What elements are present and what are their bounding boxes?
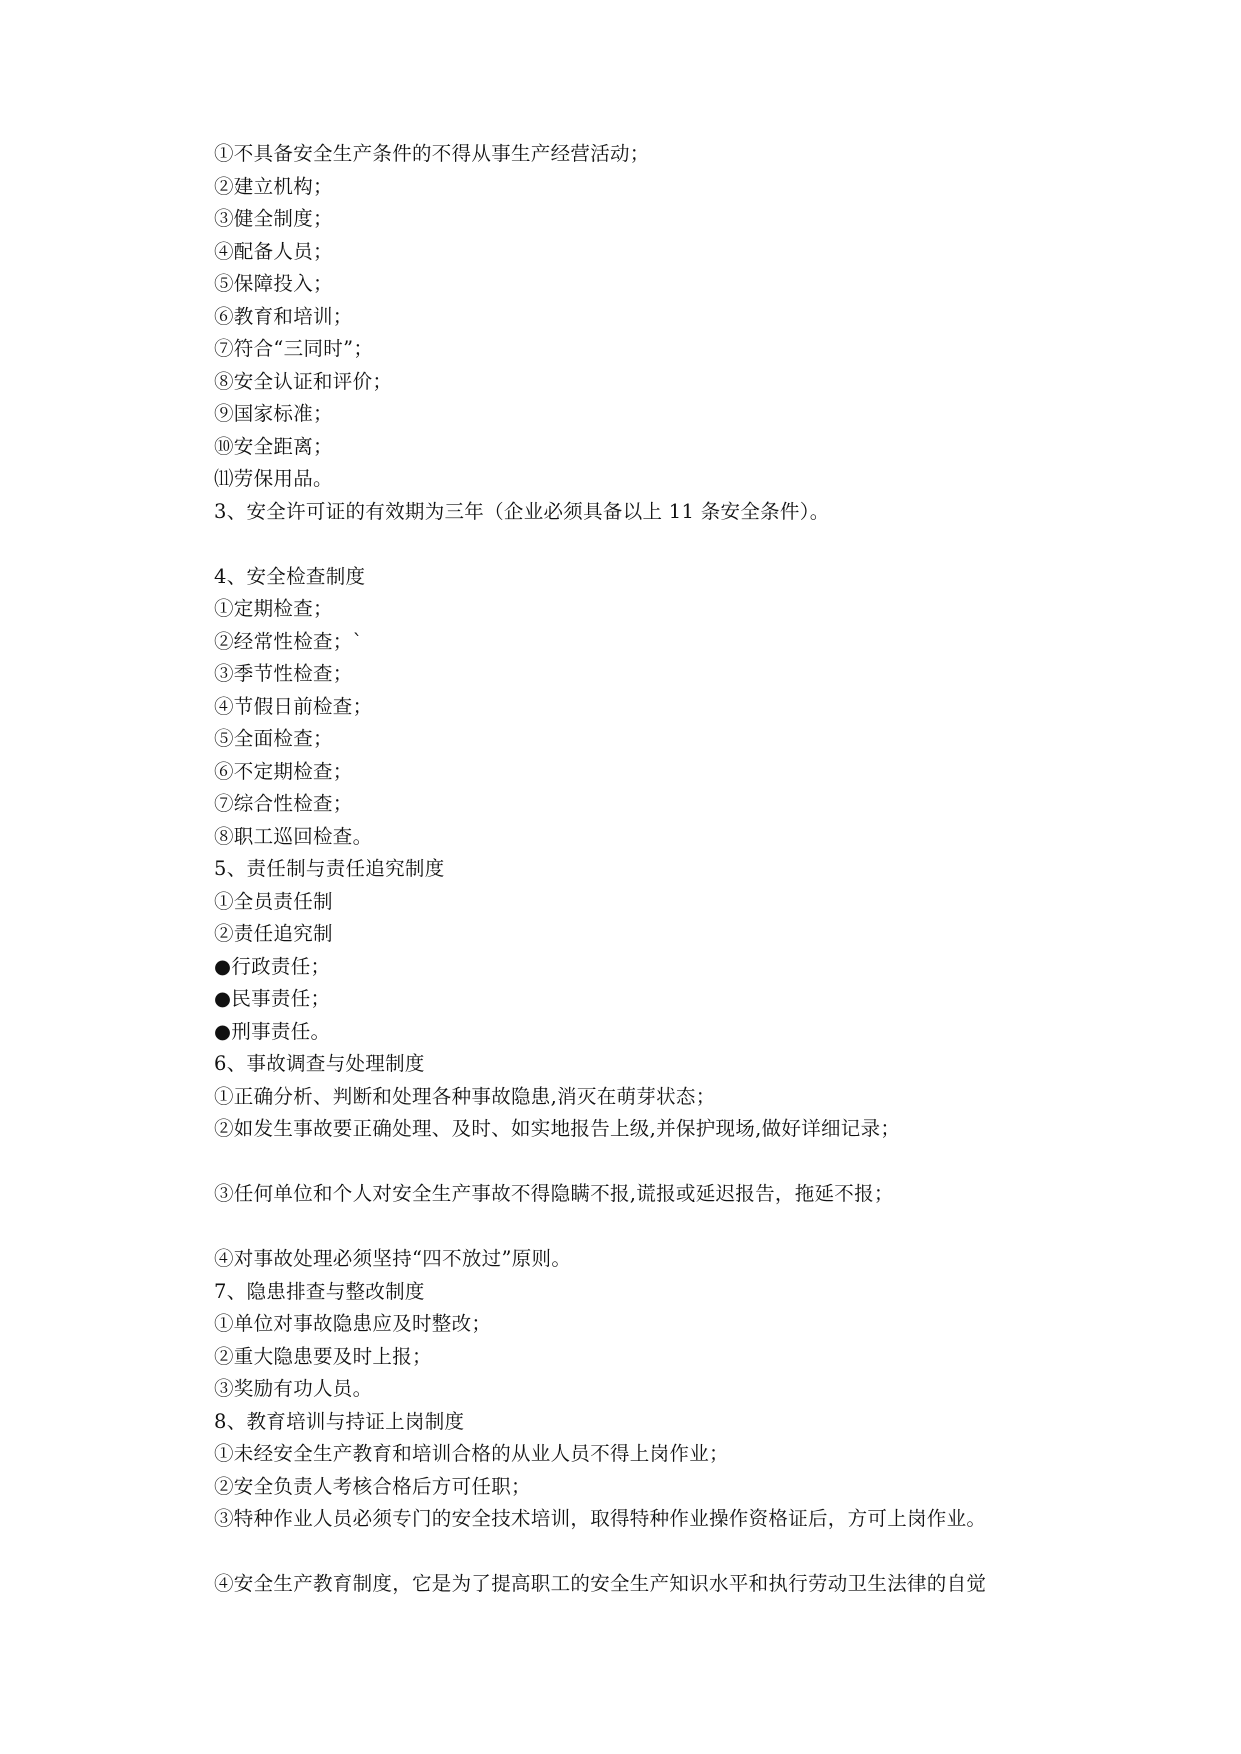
list-item: ③奖励有功人员。 — [214, 1377, 373, 1400]
list-item: ①定期检查； — [214, 597, 333, 620]
list-item: ③任何单位和个人对安全生产事故不得隐瞒不报,谎报或延迟报告，拖延不报； — [214, 1182, 894, 1205]
list-item: ②责任追究制 — [214, 922, 333, 945]
blank-line — [214, 1211, 1114, 1244]
list-item: ④安全生产教育制度，它是为了提高职工的安全生产知识水平和执行劳动卫生法律的自觉 — [214, 1572, 987, 1595]
list-item: ②如发生事故要正确处理、及时、如实地报告上级,并保护现场,做好详细记录； — [214, 1117, 901, 1140]
list-item: ①单位对事故隐患应及时整改； — [214, 1312, 492, 1335]
list-item: ③季节性检查； — [214, 662, 353, 685]
list-item: ③特种作业人员必须专门的安全技术培训，取得特种作业操作资格证后，方可上岗作业。 — [214, 1507, 987, 1530]
list-item: ②重大隐患要及时上报； — [214, 1344, 432, 1368]
list-item: ⑧职工巡回检查。 — [214, 824, 373, 848]
list-item: ①不具备安全生产条件的不得从事生产经营活动； — [214, 142, 650, 165]
list-item: ⑩安全距离； — [214, 434, 333, 458]
list-item: ③健全制度； — [214, 207, 333, 230]
blank-line — [214, 1146, 1114, 1179]
blank-line — [214, 1536, 1114, 1569]
list-item: ⑦符合“三同时”； — [214, 337, 374, 360]
list-item: ⑥教育和培训； — [214, 304, 353, 328]
paragraph: 3、安全许可证的有效期为三年（企业必须具备以上 11 条安全条件）。 — [214, 499, 830, 523]
list-item: ①全员责任制 — [214, 889, 333, 913]
list-item: ④节假日前检查； — [214, 694, 373, 718]
bullet-item: ●行政责任； — [214, 954, 331, 978]
section-heading: 5、责任制与责任追究制度 — [214, 857, 445, 880]
list-item: ⑨国家标准； — [214, 402, 333, 425]
bullet-item: ●民事责任； — [214, 987, 331, 1010]
list-item: ②经常性检查；` — [214, 629, 363, 653]
bullet-item: ●刑事责任。 — [214, 1019, 331, 1043]
list-item: ②安全负责人考核合格后方可任职； — [214, 1474, 531, 1498]
list-item: ⑥不定期检查； — [214, 759, 353, 783]
list-item: ④对事故处理必须坚持“四不放过”原则。 — [214, 1247, 572, 1270]
list-item: ⑤保障投入； — [214, 272, 333, 295]
document-body — [214, 138, 1114, 1601]
list-item: ⑧安全认证和评价； — [214, 369, 393, 393]
list-item: ②建立机构； — [214, 174, 333, 198]
list-item: ⑦综合性检查； — [214, 792, 353, 815]
section-heading: 6、事故调查与处理制度 — [214, 1052, 425, 1075]
section-heading: 7、隐患排查与整改制度 — [214, 1279, 425, 1303]
list-item: ⑤全面检查； — [214, 727, 333, 750]
list-item: ①未经安全生产教育和培训合格的从业人员不得上岗作业； — [214, 1442, 729, 1465]
section-heading: 8、教育培训与持证上岗制度 — [214, 1409, 465, 1433]
blank-line — [214, 528, 1114, 561]
list-item: ①正确分析、判断和处理各种事故隐患,消灭在萌芽状态； — [214, 1084, 716, 1108]
list-item: ⑾劳保用品。 — [214, 467, 333, 490]
section-heading: 4、安全检查制度 — [214, 564, 366, 588]
list-item: ④配备人员； — [214, 239, 333, 263]
